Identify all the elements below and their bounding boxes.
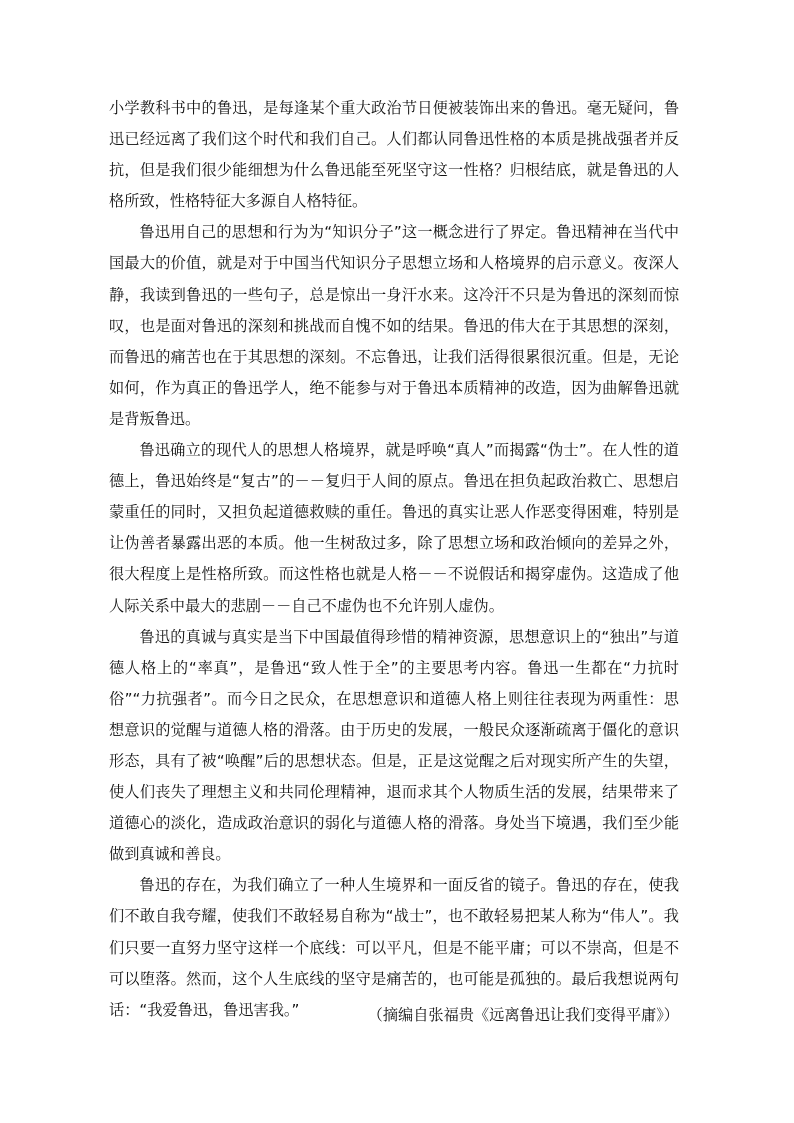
paragraph-3: 鲁迅确立的现代人的思想人格境界，就是呼唤“真人”而揭露“伪士”。在人性的道德上，鲁迅始终是“复古”的－－复归于人间的原点。鲁迅在担负起政治救亡、思想启蒙重任的同时，又担负起道德救赎的重任。鲁迅的真实让恶人作恶变得困难，特别是让伪善者暴露出恶的本质。他一生树敌过多，除了思想立场和政治倾向的差异之外，很大程度上是性格所致。而这性格也就是人格－－不说假话和揭穿虚伪。这造成了他人际关系中最大的悲剧－－自己不虚伪也不允许别人虚伪。 [109, 441, 679, 615]
article-body [109, 93, 679, 1026]
paragraph-4: 鲁迅的真诚与真实是当下中国最值得珍惜的精神资源，思想意识上的“独出”与道德人格上的“率真”，是鲁迅“致人性于全”的主要思考内容。鲁迅一生都在“力抗时俗”“力抗强者”。而今日之民众，在思想意识和道德人格上则往往表现为两重性：思想意识的觉醒与道德人格的滑落。由于历史的发展，一般民众逐渐疏离于僵化的意识形态，具有了被“唤醒”后的思想状态。但是，正是这觉醒之后对现实所产生的失望，使人们丧失了理想主义和共同伦理精神，退而求其个人物质生活的发展，结果带来了道德心的淡化，造成政治意识的弱化与道德人格的滑落。身处当下境遇，我们至少能做到真诚和善良。 [109, 627, 679, 864]
paragraph-5: 鲁迅的存在，为我们确立了一种人生境界和一面反省的镜子。鲁迅的存在，使我们不敢自我夸耀，使我们不敢轻易自称为“战士”，也不敢轻易把某人称为“伟人”。我们只要一直努力坚守这样一个底线：可以平凡，但是不能平庸；可以不崇高，但是不可以堕落。然而，这个人生底线的坚守是痛苦的，也可能是孤独的。最后我想说两句话：“我爱鲁迅，鲁迅害我。” [109, 876, 679, 1019]
paragraph-2: 鲁迅用自己的思想和行为为“知识分子”这一概念进行了界定。鲁迅精神在当代中国最大的价值，就是对于中国当代知识分子思想立场和人格境界的启示意义。夜深人静，我读到鲁迅的一些句子，总是惊出一身汗水来。这冷汗不只是为鲁迅的深刻而惊叹，也是面对鲁迅的深刻和挑战而自愧不如的结果。鲁迅的伟大在于其思想的深刻，而鲁迅的痛苦也在于其思想的深刻。不忘鲁迅，让我们活得很累很沉重。但是，无论如何，作为真正的鲁迅学人，绝不能参与对于鲁迅本质精神的改造，因为曲解鲁迅就是背叛鲁迅。 [109, 223, 679, 428]
paragraph-1: 小学教科书中的鲁迅，是每逢某个重大政治节日便被装饰出来的鲁迅。毫无疑问，鲁迅已经远离了我们这个时代和我们自己。人们都认同鲁迅性格的本质是挑战强者并反抗，但是我们很少能细想为什么鲁迅能至死坚守这一性格？归根结底，就是鲁迅的人格所致，性格特征大多源自人格特征。 [109, 99, 679, 211]
source-citation: （摘编自张福贵《远离鲁迅让我们变得平庸》） [367, 1006, 679, 1024]
